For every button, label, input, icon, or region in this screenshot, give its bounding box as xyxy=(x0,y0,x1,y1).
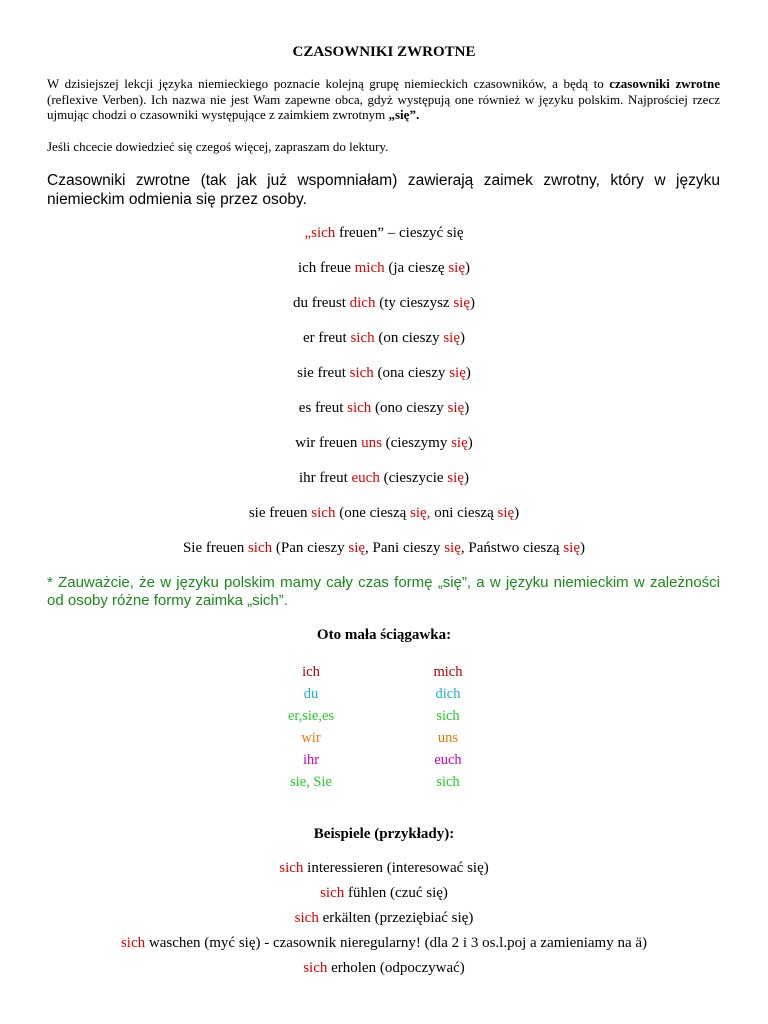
conj-sie: się xyxy=(449,365,466,381)
conj-subject: ihr freut xyxy=(299,470,352,486)
cheat-sheet-row xyxy=(0,774,768,796)
example-verb: erholen (odpoczywać) xyxy=(327,960,465,976)
reflexive-pronoun: dich xyxy=(435,686,461,702)
cheat-sheet-row xyxy=(0,664,768,686)
conj-bracket: ) xyxy=(465,365,471,381)
cheat-sheet-table xyxy=(0,664,768,796)
example-line xyxy=(0,885,768,910)
example-sich: sich xyxy=(320,885,345,901)
intro-bold-sie: „się”. xyxy=(388,107,420,122)
example-verb: erkälten (przeziębiać się) xyxy=(318,910,474,926)
conj-translation: , Pani cieszy xyxy=(365,540,445,556)
conj-bracket: ) xyxy=(464,400,470,416)
conj-bracket: ) xyxy=(470,295,476,311)
conj-sie: się xyxy=(497,505,515,521)
examples-heading: Beispiele (przykłady): xyxy=(313,826,455,842)
conj-pronoun: mich xyxy=(354,260,385,276)
cheat-sheet-row xyxy=(0,752,768,774)
conjugation-line xyxy=(0,260,768,277)
reflexive-pronoun: uns xyxy=(437,730,459,746)
conjugation-line xyxy=(0,365,768,382)
cheat-sheet-row xyxy=(0,708,768,730)
conj-sie: się xyxy=(448,260,466,276)
conj-translation: (Pan cieszy xyxy=(272,540,349,556)
conj-translation: (ono cieszy xyxy=(371,400,448,416)
example-sich: sich xyxy=(294,910,319,926)
conj-sie: się xyxy=(443,330,461,346)
conj-translation: (one cieszą xyxy=(335,505,411,521)
conj-pronoun: sich xyxy=(349,365,374,381)
conj-translation: (cieszymy xyxy=(381,435,452,451)
green-remark: * Zauważcie, że w języku polskim mamy cały czas formę „się”, a w języku niemieckim w zależności od osoby różne formy zaimka „sich”. xyxy=(47,574,720,609)
conj-subject: sie freut xyxy=(297,365,350,381)
conj-translation: (ona cieszy xyxy=(373,365,450,381)
infinitive-line xyxy=(0,225,768,242)
explanation-paragraph: Czasowniki zwrotne (tak jak już wspomniałam) zawierają zaimek zwrotny, który w języku niemieckim odmienia się przez osoby. xyxy=(47,172,720,208)
cheat-sheet-row xyxy=(0,686,768,708)
conj-subject: es freut xyxy=(298,400,348,416)
cheat-sheet-heading: Oto mała ściągawka: xyxy=(316,627,452,643)
example-line xyxy=(0,960,768,985)
conj-translation: (cieszycie xyxy=(379,470,448,486)
conj-sie: się xyxy=(444,540,461,556)
conj-pronoun: sich xyxy=(347,400,372,416)
example-sich: sich xyxy=(120,935,146,951)
conj-subject: sie freuen xyxy=(248,505,312,521)
subject-pronoun: ihr xyxy=(302,752,320,768)
subject-pronoun: ich xyxy=(302,664,320,680)
conj-pronoun: dich xyxy=(349,295,376,311)
example-line xyxy=(0,860,768,885)
reflexive-pronoun: sich xyxy=(436,774,460,790)
infinitive-rest: freuen” – cieszyć się xyxy=(335,225,464,241)
conj-sie: się xyxy=(563,540,581,556)
conj-pronoun: sich xyxy=(247,540,273,556)
conj-translation: (ja cieszę xyxy=(384,260,449,276)
cheat-sheet-row xyxy=(0,730,768,752)
reflexive-pronoun: sich xyxy=(436,708,460,724)
reflexive-pronoun: mich xyxy=(433,664,463,680)
intro-text-1: W dzisiejszej lekcji języka niemieckiego poznacie kolejną grupę niemieckich czasowników, a będą to xyxy=(47,76,610,91)
subject-pronoun: sie, Sie xyxy=(290,774,332,790)
conjugation-line xyxy=(0,295,768,312)
intro-paragraph xyxy=(47,76,720,123)
subject-pronoun: er,sie,es xyxy=(287,708,335,724)
conj-translation: oni cieszą xyxy=(430,505,498,521)
conj-bracket: ) xyxy=(460,330,466,346)
read-more-text: Jeśli chcecie dowiedzieć się czegoś więcej, zapraszam do lektury. xyxy=(47,139,389,154)
conj-sie: się xyxy=(447,400,465,416)
conj-subject: wir freuen xyxy=(295,435,362,451)
conjugation-line-formal xyxy=(0,540,768,557)
conj-subject: du freust xyxy=(292,295,350,311)
subject-pronoun: wir xyxy=(301,730,321,746)
example-verb: interessieren (interesować się) xyxy=(303,860,489,876)
conj-subject: Sie freuen xyxy=(182,540,248,556)
conj-bracket: ) xyxy=(580,540,586,556)
example-sich: sich xyxy=(279,860,304,876)
page-title: CZASOWNIKI ZWROTNE xyxy=(292,44,476,60)
conj-pronoun: uns xyxy=(361,435,382,451)
conj-sie: się xyxy=(451,435,468,451)
conj-pronoun: sich xyxy=(350,330,375,346)
conj-pronoun: sich xyxy=(311,505,336,521)
conj-subject: ich freue xyxy=(297,260,355,276)
example-verb: fühlen (czuć się) xyxy=(344,885,448,901)
reflexive-pronoun: euch xyxy=(434,752,462,768)
conj-translation: (on cieszy xyxy=(374,330,444,346)
example-line xyxy=(0,935,768,960)
conj-bracket: ) xyxy=(463,470,469,486)
conjugation-line xyxy=(0,470,768,487)
subject-pronoun: du xyxy=(303,686,319,702)
examples-list xyxy=(0,860,768,985)
conjugation-line xyxy=(0,435,768,452)
intro-text-2: (reflexive Verben). Ich nazwa nie jest Wam zapewne obca, gdyż występują one również w języku polskim. Najprościej rzecz ujmując chodzi o czasowniki występujące z zaimkiem zwrotnym xyxy=(47,91,720,122)
conj-sie: się xyxy=(447,470,464,486)
conj-sie: się, xyxy=(410,505,431,521)
infinitive-sich: „sich xyxy=(304,225,336,241)
conj-translation: , Państwo cieszą xyxy=(460,540,564,556)
example-line xyxy=(0,910,768,935)
conj-sie: się xyxy=(348,540,366,556)
conj-bracket: ) xyxy=(465,260,471,276)
conj-bracket: ) xyxy=(514,505,520,521)
intro-bold-term: czasowniki zwrotne xyxy=(609,76,720,91)
conjugation-line xyxy=(0,330,768,347)
conjugation-line xyxy=(0,400,768,417)
conj-sie: się xyxy=(453,295,471,311)
conjugation-line-plural xyxy=(0,505,768,522)
conj-subject: er freut xyxy=(302,330,351,346)
conj-translation: (ty cieszysz xyxy=(375,295,454,311)
example-sich: sich xyxy=(303,960,328,976)
conj-pronoun: euch xyxy=(351,470,380,486)
conj-bracket: ) xyxy=(467,435,473,451)
example-verb: waschen (myć się) - czasownik nieregularny! (dla 2 i 3 os.l.poj a zamieniamy na ä) xyxy=(145,935,648,951)
